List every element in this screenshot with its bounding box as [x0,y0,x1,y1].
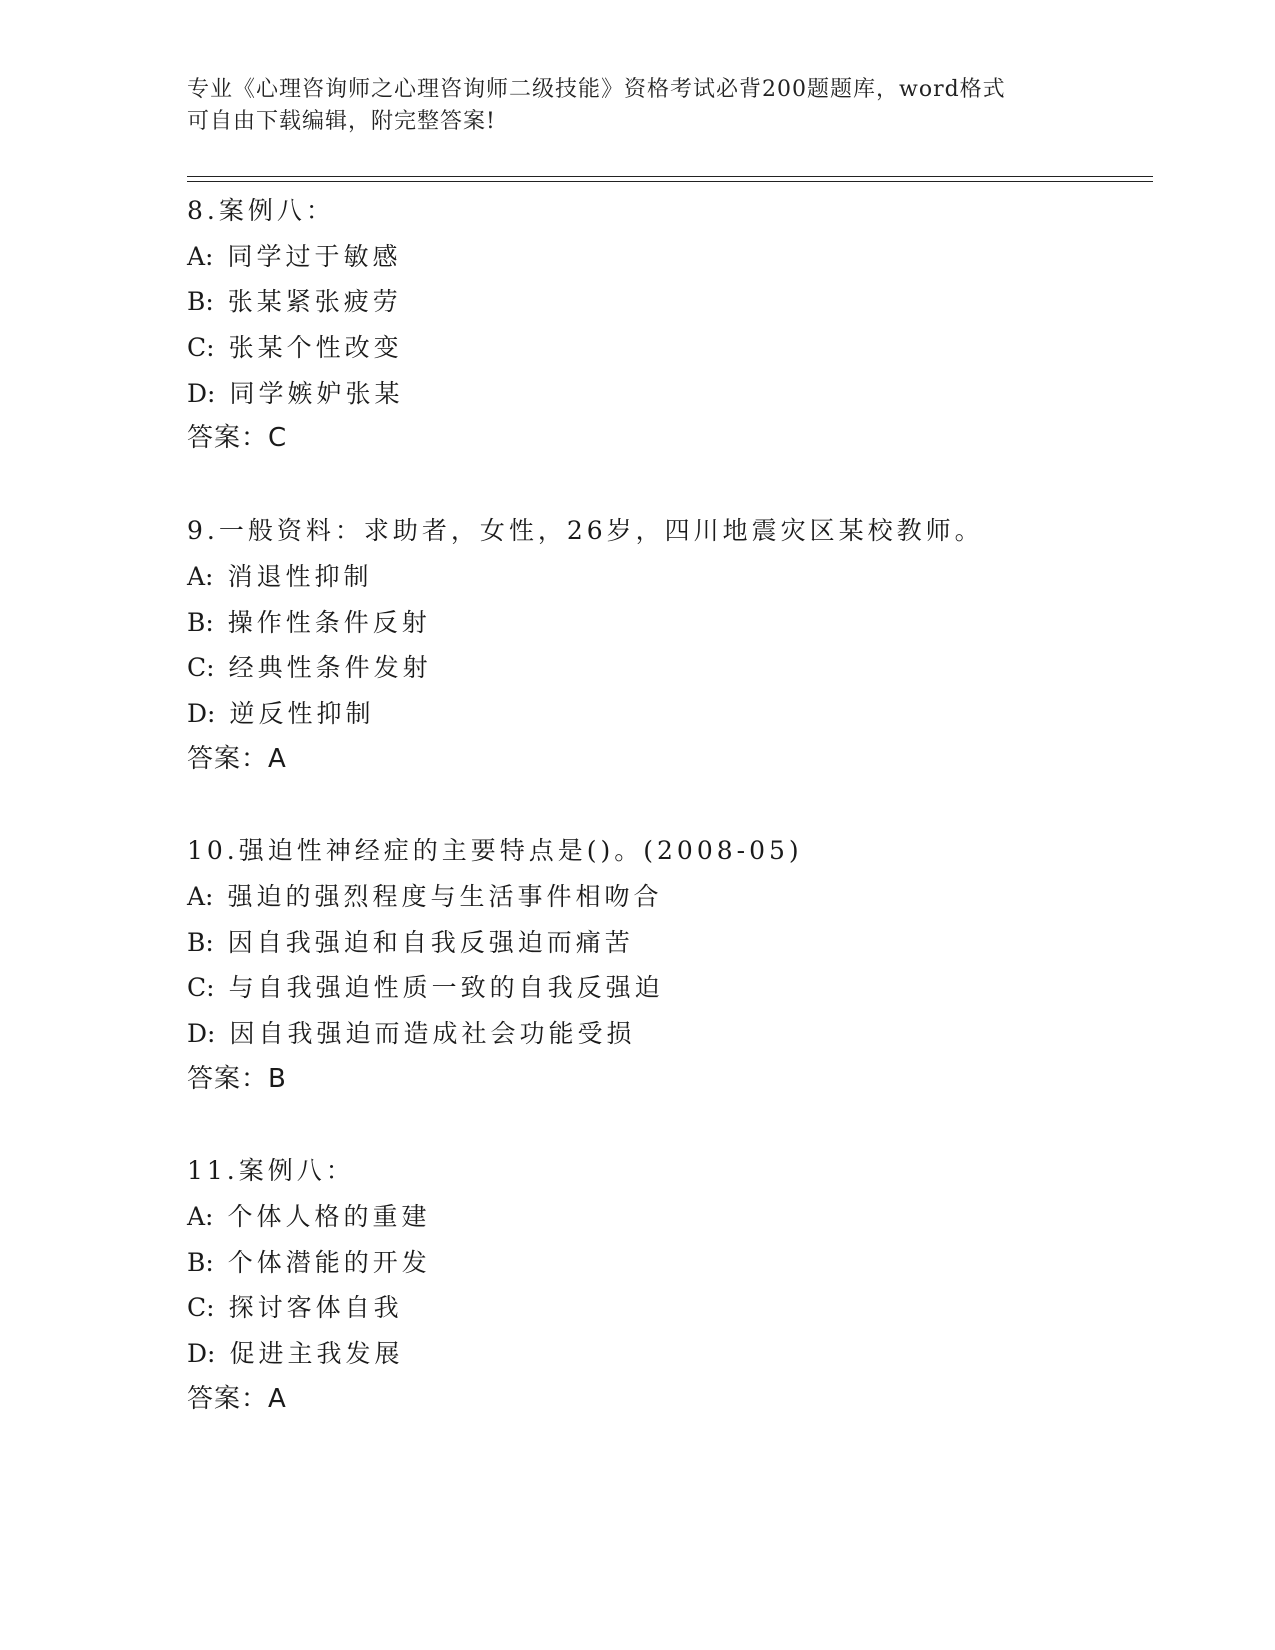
option-b [187,1240,1147,1286]
option-text: 经典性条件发射 [228,653,432,683]
option-a [187,1194,1147,1240]
answer: 答案：A [187,1383,287,1414]
question-stem: 10.强迫性神经症的主要特点是()。(2008-05) [187,836,803,866]
option-b [187,920,1147,966]
option-key: C: [187,653,215,683]
option-a [187,234,1147,280]
option-a [187,874,1147,920]
document-header [187,74,1067,138]
option-key: B: [187,1247,214,1277]
option-text: 消退性抑制 [227,561,373,591]
answer: 答案：A [187,743,287,774]
option-key: D: [187,1019,216,1048]
option-key: B: [187,927,214,957]
option-text: 个体潜能的开发 [227,1247,431,1277]
option-key: B: [187,287,214,317]
option-key: D: [187,1339,216,1369]
option-c [187,965,1147,1011]
option-text: 张某个性改变 [228,333,403,363]
option-text: 因自我强迫和自我反强迫而痛苦 [227,927,634,957]
question-stem: 11.案例八： [187,1156,355,1186]
answer: 答案：C [187,423,288,454]
header-divider-top [187,176,1153,177]
option-text: 同学嫉妒张某 [229,378,404,408]
option-d [187,1011,1147,1057]
answer: 答案：B [187,1063,287,1094]
option-d [187,691,1147,737]
option-key: A: [187,881,214,911]
option-text: 促进主我发展 [229,1339,404,1369]
option-text: 张某紧张疲劳 [227,287,402,317]
option-text: 同学过于敏感 [227,241,402,271]
option-d [187,371,1147,417]
option-text: 操作性条件反射 [227,607,431,637]
header-line-2: 可自由下载编辑，附完整答案! [187,109,496,134]
option-d [187,1331,1147,1377]
question-stem: 8.案例八： [187,196,335,225]
option-text: 个体人格的重建 [227,1202,431,1232]
option-text: 强迫的强烈程度与生活事件相吻合 [227,881,663,911]
question-item [187,188,1147,462]
option-c [187,1285,1147,1331]
question-list [187,188,1147,1469]
option-key: A: [187,241,214,271]
question-stem: 9.一般资料：求助者，女性，26岁，四川地震灾区某校教师。 [187,516,984,546]
option-text: 因自我强迫而造成社会功能受损 [229,1019,636,1048]
option-key: A: [187,1202,214,1232]
option-key: D: [187,378,216,408]
option-key: C: [187,1293,215,1323]
option-a [187,554,1147,600]
header-line-1: 专业《心理咨询师之心理咨询师二级技能》资格考试必背200题题库，word格式 [187,77,1006,102]
option-b [187,600,1147,646]
option-text: 与自我强迫性质一致的自我反强迫 [228,973,664,1003]
question-item [187,1148,1147,1422]
option-key: C: [187,973,215,1003]
option-text: 探讨客体自我 [228,1293,403,1323]
option-key: C: [187,333,215,363]
option-text: 逆反性抑制 [229,698,375,728]
option-key: D: [187,698,216,728]
question-item [187,508,1147,782]
option-key: A: [187,561,214,591]
option-key: B: [187,607,214,637]
option-c [187,645,1147,691]
question-item [187,828,1147,1102]
option-c [187,325,1147,371]
option-b [187,279,1147,325]
header-divider-bottom [187,181,1153,182]
